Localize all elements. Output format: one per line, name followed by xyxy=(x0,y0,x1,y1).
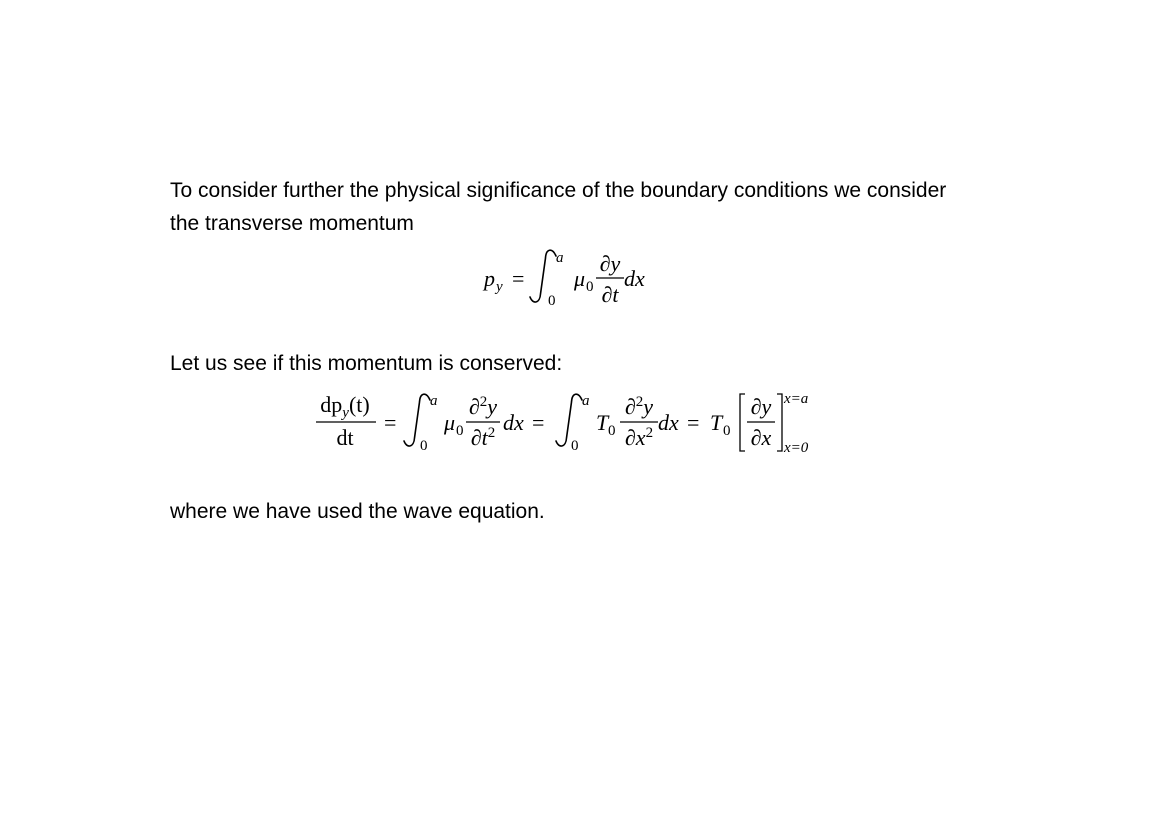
fraction-denominator: ∂x xyxy=(750,425,772,450)
right-bracket xyxy=(777,394,782,451)
fraction-numerator: ∂y xyxy=(750,394,772,419)
integral-upper-limit: a xyxy=(582,393,590,409)
eq-subscript: 0 xyxy=(608,423,616,439)
eq-symbol: p xyxy=(484,266,495,291)
integral-lower-limit: 0 xyxy=(420,438,428,454)
eq-symbol: T xyxy=(596,410,609,435)
fraction-denominator: $\partial t^2$ xyxy=(470,425,496,450)
eq-subscript: y xyxy=(496,279,503,295)
eq-operator: = xyxy=(512,266,525,291)
fraction-denominator: ∂t xyxy=(601,282,619,307)
lhs-numerator xyxy=(320,392,369,421)
eq-subscript: 0 xyxy=(723,423,731,439)
eq-symbol: μ xyxy=(444,410,456,435)
eq-operator: = xyxy=(384,410,397,435)
paragraph-momentum-intro xyxy=(170,174,946,240)
fraction-numerator: ∂$^2$y xyxy=(624,394,654,419)
eq-differential: dx xyxy=(624,266,645,291)
eq-symbol: μ xyxy=(574,266,586,291)
paragraph-wave-equation: where we have used the wave equation. xyxy=(170,500,545,523)
integral-lower-limit: 0 xyxy=(548,293,556,309)
eq-subscript: 0 xyxy=(586,279,594,295)
conservation-equation xyxy=(310,386,830,462)
fraction-numerator: ∂$^2$y xyxy=(468,394,498,419)
eq-subscript: 0 xyxy=(456,423,464,439)
integral-upper-limit: a xyxy=(430,393,438,409)
integral-lower-limit: 0 xyxy=(571,438,579,454)
eq-symbol: dp xyxy=(320,392,343,417)
fraction-denominator: $\partial x^2$ xyxy=(624,425,654,450)
evaluation-lower-limit: x=0 xyxy=(784,440,809,456)
paragraph-conservation: Let us see if this momentum is conserved: xyxy=(170,352,563,375)
paragraph-line: the transverse momentum xyxy=(170,212,414,235)
left-bracket xyxy=(740,394,745,451)
eq-argument: (t) xyxy=(348,392,370,417)
lhs-denominator: dt xyxy=(336,425,354,450)
eq-symbol: T xyxy=(710,410,723,435)
momentum-equation xyxy=(470,244,660,314)
evaluation-upper-limit: x=a xyxy=(784,391,809,407)
integral-upper-limit: a xyxy=(556,250,564,266)
eq-operator: = xyxy=(687,410,700,435)
eq-differential: dx xyxy=(503,410,524,435)
eq-subscript: y xyxy=(342,405,349,421)
eq-differential: dx xyxy=(658,410,679,435)
fraction-numerator: ∂y xyxy=(599,251,621,276)
eq-operator: = xyxy=(532,410,545,435)
paragraph-line: To consider further the physical significance of the boundary conditions we consider xyxy=(170,179,947,202)
